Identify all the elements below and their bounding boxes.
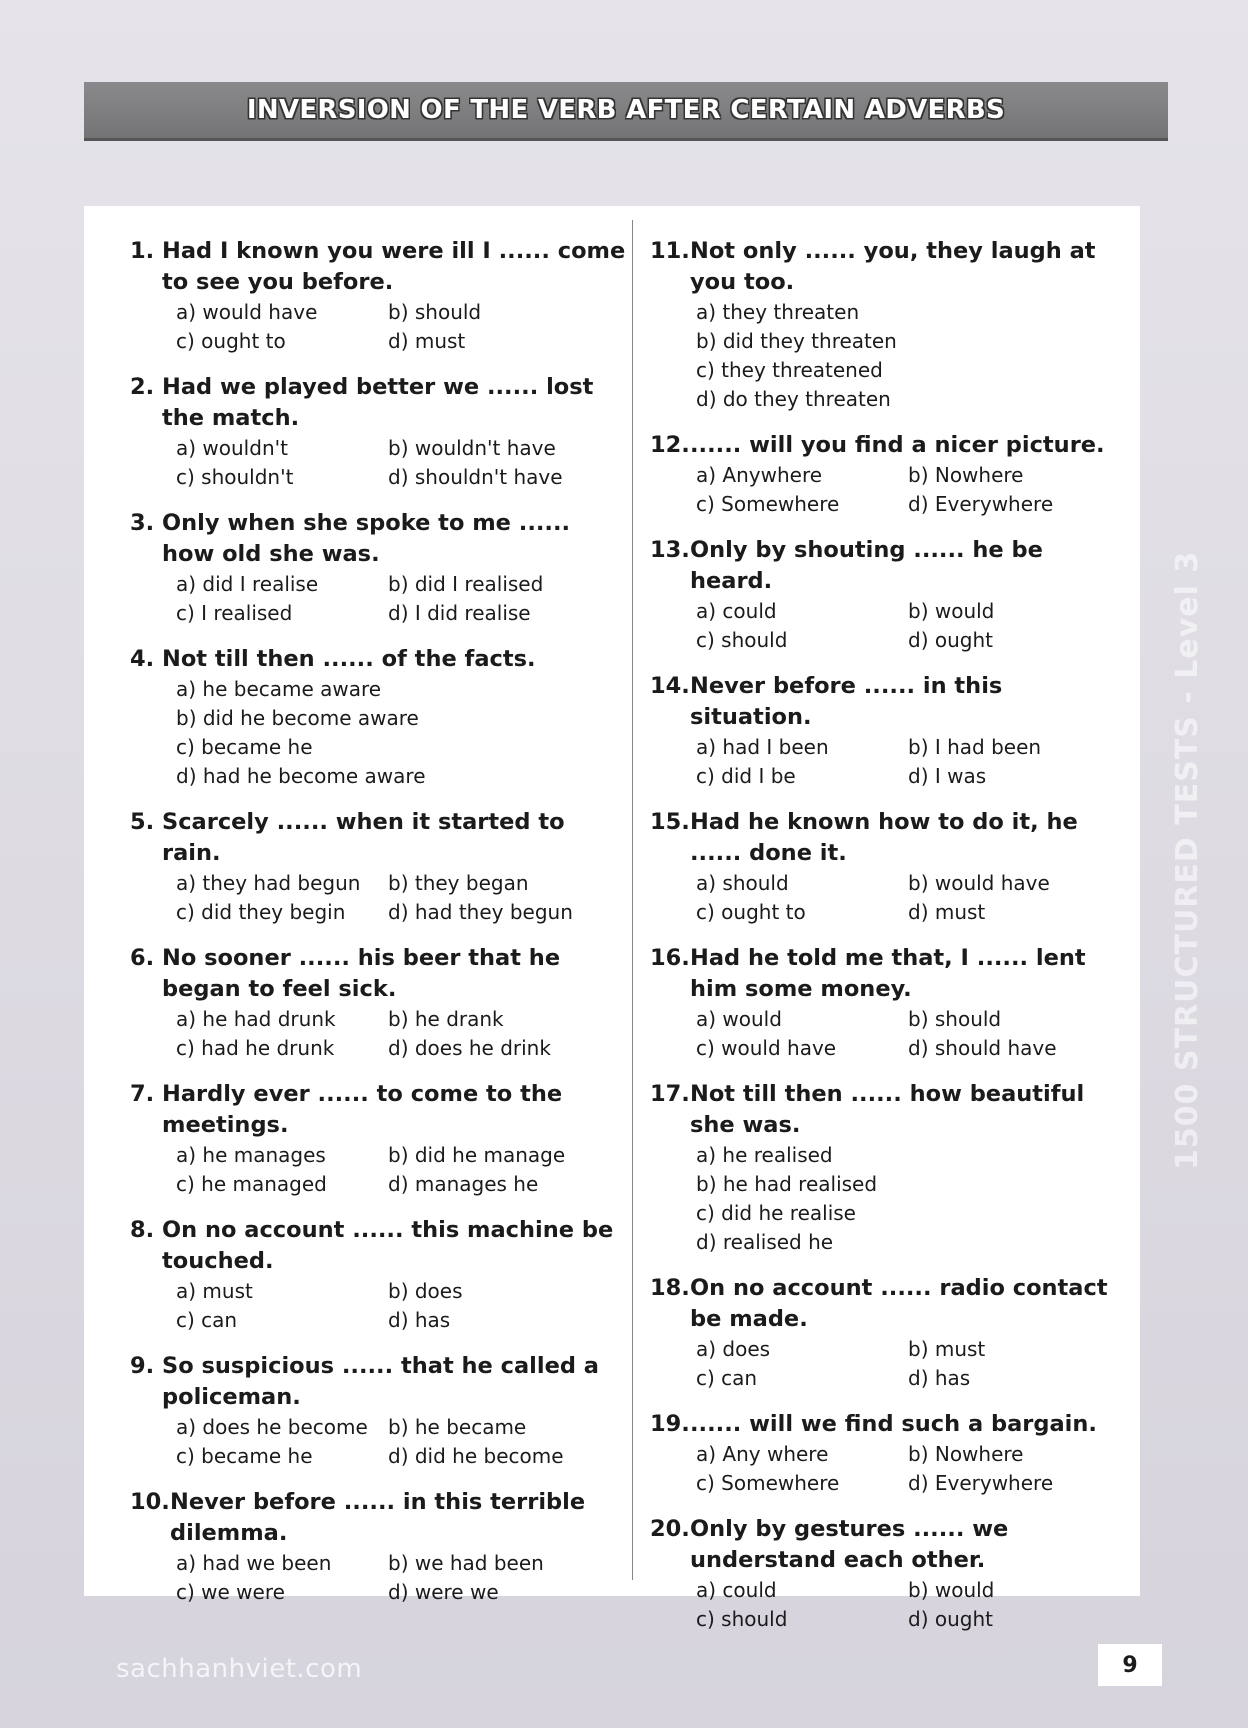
question-number: 4. [130, 646, 155, 672]
question-number: 17. [650, 1081, 690, 1107]
answer-option: a) he realised [696, 1143, 833, 1167]
answer-option: b) he became [388, 1415, 527, 1439]
answer-option: c) would have [696, 1036, 837, 1060]
answer-option: d) did he become [388, 1444, 564, 1468]
answer-option: b) wouldn't have [388, 436, 556, 460]
question-stem [650, 1514, 1130, 1576]
answer-option: d) manages he [388, 1172, 539, 1196]
answer-option: d) Everywhere [908, 492, 1054, 516]
answer-option: c) shouldn't [176, 465, 294, 489]
question-item [130, 943, 630, 1063]
question-item [130, 807, 630, 927]
answer-option: b) should [908, 1007, 1002, 1031]
question-number: 2. [130, 374, 155, 400]
answer-option: d) shouldn't have [388, 465, 563, 489]
answer-option: c) they threatened [696, 358, 883, 382]
question-number: 1. [130, 238, 155, 264]
answer-option: c) should [696, 628, 788, 652]
answer-option: d) must [388, 329, 466, 353]
question-number: 8. [130, 1217, 155, 1243]
answer-option: a) does he become [176, 1415, 368, 1439]
answer-options [650, 1335, 1130, 1393]
answer-option: a) did I realise [176, 572, 319, 596]
question-number: 15. [650, 809, 690, 835]
answer-options [130, 869, 630, 927]
question-item [130, 236, 630, 356]
question-text: Had I known you were ill I ...... come to see you before. [162, 238, 626, 295]
answer-option: a) must [176, 1279, 253, 1303]
answer-options [650, 1440, 1130, 1498]
question-stem [650, 671, 1130, 733]
question-text: Only by shouting ...... he be heard. [690, 537, 1043, 594]
answer-option: a) they threaten [696, 300, 860, 324]
answer-option: d) I did realise [388, 601, 531, 625]
answer-option: b) Nowhere [908, 463, 1024, 487]
answer-option: d) I was [908, 764, 987, 788]
question-text: Had he known how to do it, he ...... done it. [690, 809, 1078, 866]
answer-option: a) he had drunk [176, 1007, 336, 1031]
answer-option: c) had he drunk [176, 1036, 335, 1060]
answer-option: c) ought to [176, 329, 286, 353]
question-sheet [84, 206, 1140, 1631]
question-stem [130, 807, 630, 869]
answer-option: a) had we been [176, 1551, 332, 1575]
question-stem [130, 1215, 630, 1277]
answer-option: a) he manages [176, 1143, 326, 1167]
answer-option: d) has [908, 1366, 971, 1390]
question-number: 9. [130, 1353, 155, 1379]
answer-option: d) had they begun [388, 900, 573, 924]
answer-option: c) I realised [176, 601, 293, 625]
question-stem [650, 943, 1130, 1005]
question-text: ...... will we find such a bargain. [690, 1411, 1097, 1437]
answer-option: c) did he realise [696, 1201, 856, 1225]
answer-option: b) would [908, 1578, 995, 1602]
question-text: Hardly ever ...... to come to the meetings. [162, 1081, 563, 1138]
answer-options [650, 733, 1130, 791]
question-text: No sooner ...... his beer that he began to feel sick. [162, 945, 561, 1002]
answer-options [130, 675, 630, 791]
question-stem [650, 1273, 1130, 1335]
answer-option: a) could [696, 1578, 777, 1602]
question-number: 12. [650, 432, 690, 458]
question-item [130, 1487, 630, 1607]
question-item [650, 807, 1130, 927]
answer-options [130, 298, 630, 356]
question-item [130, 644, 630, 791]
left-question-column [130, 236, 630, 1623]
question-stem [650, 430, 1130, 461]
answer-option: b) they began [388, 871, 529, 895]
answer-option: d) were we [388, 1580, 499, 1604]
answer-option: c) did they begin [176, 900, 346, 924]
question-item [650, 430, 1130, 519]
answer-option: c) did I be [696, 764, 796, 788]
answer-option: b) did they threaten [696, 329, 897, 353]
question-stem [130, 1487, 630, 1549]
answer-option: b) we had been [388, 1551, 544, 1575]
question-text: Had he told me that, I ...... lent him some money. [690, 945, 1086, 1002]
page-number: 9 [1098, 1644, 1162, 1686]
answer-options [130, 1141, 630, 1199]
watermark: sachhanhviet.com [116, 1654, 363, 1684]
question-number: 7. [130, 1081, 155, 1107]
question-item [650, 1079, 1130, 1257]
answer-option: b) did I realised [388, 572, 544, 596]
answer-option: b) would [908, 599, 995, 623]
answer-option: c) can [176, 1308, 238, 1332]
answer-option: b) should [388, 300, 482, 324]
answer-option: a) Anywhere [696, 463, 823, 487]
question-item [650, 1514, 1130, 1634]
question-number: 10. [130, 1489, 170, 1515]
question-text: Only when she spoke to me ...... how old she was. [162, 510, 571, 567]
answer-option: a) he became aware [176, 677, 382, 701]
question-stem [650, 1079, 1130, 1141]
answer-options [650, 1141, 1130, 1257]
answer-option: c) became he [176, 1444, 313, 1468]
series-sidebar-label: 1500 STRUCTURED TESTS - Level 3 [1170, 550, 1205, 1170]
question-item [650, 1409, 1130, 1498]
question-item [130, 508, 630, 628]
answer-options [650, 461, 1130, 519]
answer-option: c) we were [176, 1580, 285, 1604]
answer-option: a) should [696, 871, 789, 895]
question-number: 19. [650, 1411, 690, 1437]
answer-option: c) became he [176, 735, 313, 759]
question-number: 13. [650, 537, 690, 563]
question-text: Never before ...... in this situation. [690, 673, 1003, 730]
answer-options [130, 570, 630, 628]
question-stem [130, 1079, 630, 1141]
answer-option: c) should [696, 1607, 788, 1631]
question-number: 11. [650, 238, 690, 264]
column-divider [632, 220, 633, 1580]
question-stem [650, 236, 1130, 298]
question-number: 3. [130, 510, 155, 536]
question-number: 5. [130, 809, 155, 835]
answer-option: b) did he manage [388, 1143, 566, 1167]
question-item [650, 236, 1130, 414]
answer-options [650, 1576, 1130, 1634]
answer-option: d) Everywhere [908, 1471, 1054, 1495]
question-text: Only by gestures ...... we understand each other. [690, 1516, 1009, 1573]
question-stem [130, 1351, 630, 1413]
question-stem [650, 807, 1130, 869]
question-text: Not till then ...... how beautiful she was. [690, 1081, 1085, 1138]
answer-options [650, 1005, 1130, 1063]
answer-option: a) does [696, 1337, 771, 1361]
question-number: 14. [650, 673, 690, 699]
answer-option: b) must [908, 1337, 986, 1361]
question-text: On no account ...... this machine be touched. [162, 1217, 614, 1274]
answer-options [650, 597, 1130, 655]
answer-option: a) they had begun [176, 871, 361, 895]
answer-option: a) would [696, 1007, 782, 1031]
answer-option: c) he managed [176, 1172, 327, 1196]
answer-option: b) Nowhere [908, 1442, 1024, 1466]
answer-options [130, 1005, 630, 1063]
answer-option: a) had I been [696, 735, 829, 759]
question-item [650, 535, 1130, 655]
answer-options [130, 1549, 630, 1607]
answer-options [650, 869, 1130, 927]
question-text: So suspicious ...... that he called a policeman. [162, 1353, 599, 1410]
question-stem [130, 236, 630, 298]
question-number: 16. [650, 945, 690, 971]
question-stem [130, 644, 630, 675]
answer-option: d) do they threaten [696, 387, 891, 411]
answer-option: b) would have [908, 871, 1050, 895]
question-number: 6. [130, 945, 155, 971]
question-item [650, 671, 1130, 791]
answer-option: a) would have [176, 300, 318, 324]
answer-option: a) Any where [696, 1442, 829, 1466]
title-banner [84, 82, 1168, 141]
answer-options [650, 298, 1130, 414]
answer-option: d) should have [908, 1036, 1057, 1060]
question-number: 20. [650, 1516, 690, 1542]
answer-option: a) could [696, 599, 777, 623]
answer-options [130, 1277, 630, 1335]
question-item [130, 372, 630, 492]
answer-option: c) ought to [696, 900, 806, 924]
question-text: On no account ...... radio contact be made. [690, 1275, 1108, 1332]
answer-option: d) does he drink [388, 1036, 551, 1060]
answer-option: b) does [388, 1279, 463, 1303]
question-text: ...... will you find a nicer picture. [690, 432, 1105, 458]
question-stem [130, 508, 630, 570]
question-text: Not only ...... you, they laugh at you too. [690, 238, 1096, 295]
answer-option: d) realised he [696, 1230, 834, 1254]
question-text: Scarcely ...... when it started to rain. [162, 809, 565, 866]
answer-option: c) Somewhere [696, 492, 840, 516]
answer-options [130, 1413, 630, 1471]
question-item [130, 1351, 630, 1471]
question-item [130, 1079, 630, 1199]
question-text: Not till then ...... of the facts. [162, 646, 536, 672]
answer-option: b) did he become aware [176, 706, 419, 730]
question-item [650, 943, 1130, 1063]
question-stem [130, 372, 630, 434]
question-stem [650, 1409, 1130, 1440]
question-item [650, 1273, 1130, 1393]
answer-option: a) wouldn't [176, 436, 288, 460]
answer-option: c) can [696, 1366, 758, 1390]
question-stem [650, 535, 1130, 597]
question-item [130, 1215, 630, 1335]
answer-option: d) had he become aware [176, 764, 426, 788]
question-text: Never before ...... in this terrible dilemma. [170, 1489, 586, 1546]
question-text: Had we played better we ...... lost the match. [162, 374, 594, 431]
page-title: INVERSION OF THE VERB AFTER CERTAIN ADVERBS [246, 95, 1006, 125]
answer-options [130, 434, 630, 492]
answer-option: d) has [388, 1308, 451, 1332]
question-stem [130, 943, 630, 1005]
right-question-column [650, 236, 1130, 1650]
answer-option: b) he drank [388, 1007, 504, 1031]
question-number: 18. [650, 1275, 690, 1301]
answer-option: d) must [908, 900, 986, 924]
answer-option: b) he had realised [696, 1172, 878, 1196]
answer-option: c) Somewhere [696, 1471, 840, 1495]
answer-option: d) ought [908, 1607, 993, 1631]
answer-option: d) ought [908, 628, 993, 652]
answer-option: b) I had been [908, 735, 1042, 759]
